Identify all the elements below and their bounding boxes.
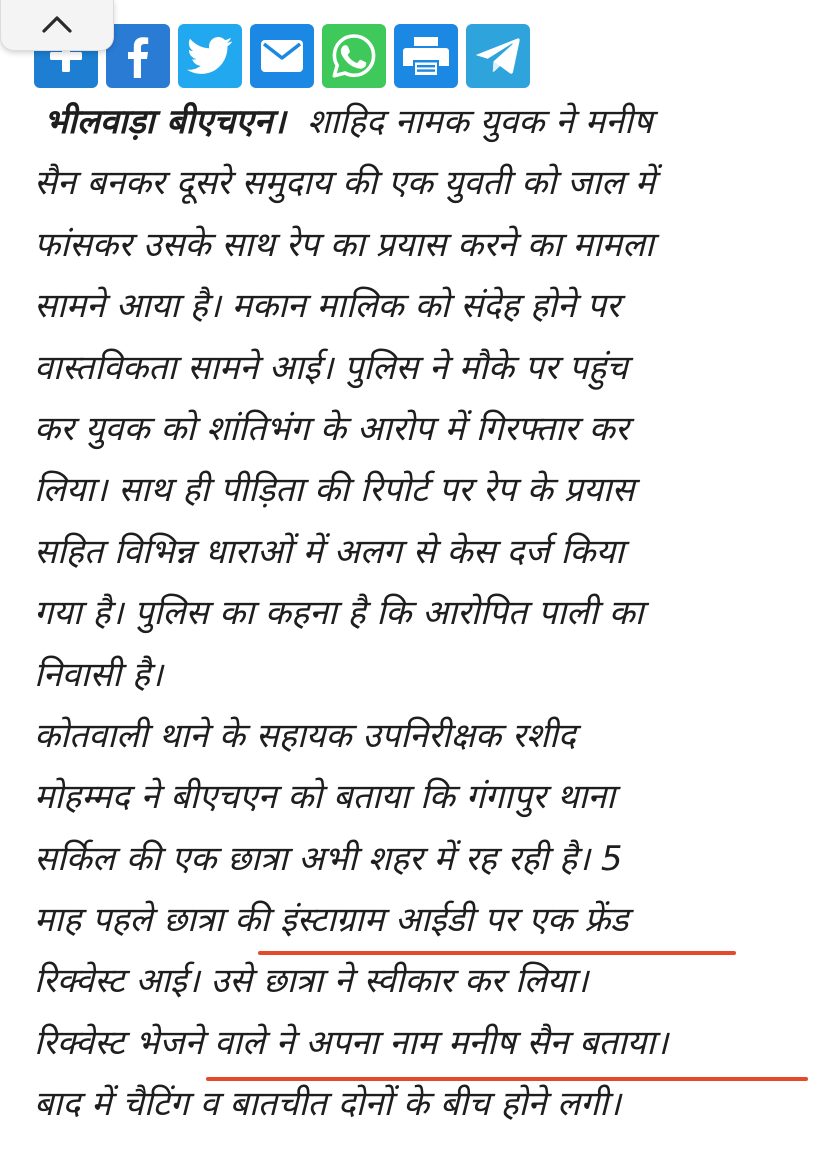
article-body (34, 92, 814, 1136)
twitter-share-button[interactable] (178, 24, 242, 88)
article-line: कोतवाली थाने के सहायक उपनिरीक्षक रशीद (34, 715, 576, 756)
article-line: मोहम्मद ने बीएचएन को बताया कि गंगापुर थाना (34, 777, 616, 818)
article-line: निवासी है। (34, 654, 163, 695)
article-line: रिक्वेस्ट भेजने वाले ने अपना नाम मनीष सैन बताया। (34, 1022, 669, 1063)
article-line: सर्किल की एक छात्रा अभी शहर में रह रही है। 5 (34, 838, 623, 879)
whatsapp-share-button[interactable] (322, 24, 386, 88)
article-line: कर युवक को शांतिभंग के आरोप में गिरफ्तार कर (34, 408, 629, 449)
print-icon (403, 36, 449, 76)
email-share-button[interactable] (250, 24, 314, 88)
scroll-to-top-button[interactable] (0, 0, 114, 51)
red-underline-annotation (258, 951, 736, 955)
telegram-share-button[interactable] (466, 24, 530, 88)
facebook-share-button[interactable] (106, 24, 170, 88)
article-line: फांसकर उसके साथ रेप का प्रयास करने का मामला (34, 224, 654, 265)
article-line: सहित विभिन्न धाराओं में अलग से केस दर्ज किया (34, 531, 624, 572)
article-line (34, 92, 814, 153)
print-button[interactable] (394, 24, 458, 88)
twitter-icon (187, 36, 233, 76)
article-line-text: शाहिद नामक युवक ने मनीष (307, 102, 653, 142)
chevron-up-icon (41, 14, 73, 34)
red-underline-annotation (206, 1077, 808, 1081)
whatsapp-icon (331, 33, 377, 79)
article-line: रिक्वेस्ट आई। उसे छात्रा ने स्वीकार कर लिया। (34, 961, 589, 1002)
facebook-icon (118, 34, 158, 78)
article-line: लिया। साथ ही पीड़िता की रिपोर्ट पर रेप के प्रयास (34, 470, 635, 511)
article-line: बाद में चैटिंग व बातचीत दोनों के बीच होने लगी। (34, 1084, 621, 1125)
email-icon (260, 39, 304, 73)
dateline: भीलवाड़ा बीएचएन। (44, 102, 286, 142)
article-line: सामने आया है। मकान मालिक को संदेह होने पर (34, 286, 620, 327)
article-line: गया है। पुलिस का कहना है कि आरोपित पाली का (34, 593, 644, 634)
article-line: माह पहले छात्रा की इंस्टाग्राम आईडी पर एक फ्रेंड (34, 900, 629, 941)
telegram-icon (475, 36, 521, 76)
article-line: सैन बनकर दूसरे समुदाय की एक युवती को जाल में (34, 163, 656, 204)
article-line: वास्तविकता सामने आई। पुलिस ने मौके पर पहुंच (34, 347, 628, 388)
